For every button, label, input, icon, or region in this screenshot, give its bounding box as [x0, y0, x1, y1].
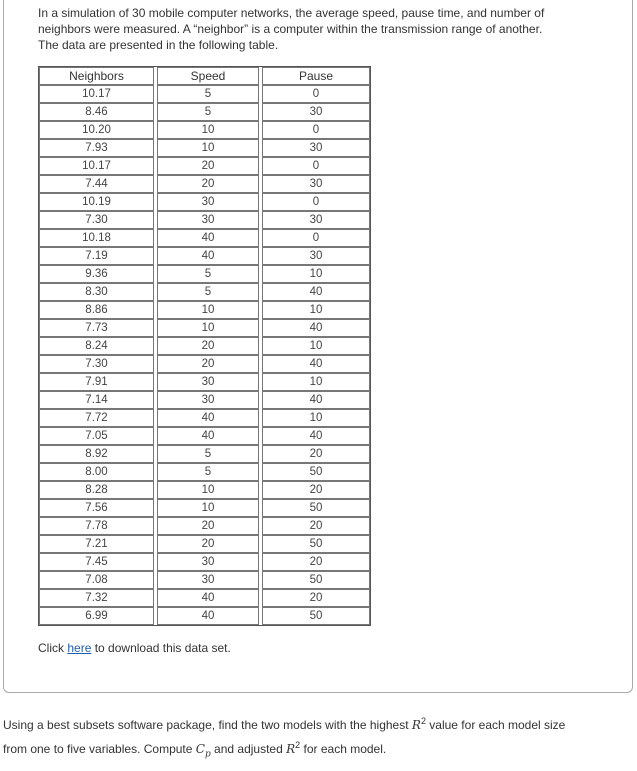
- cell-speed: 40: [157, 247, 259, 265]
- header-pause: Pause: [262, 67, 370, 85]
- download-suffix: to download this data set.: [91, 641, 231, 655]
- download-prefix: Click: [38, 641, 68, 655]
- table-row: [39, 535, 370, 553]
- cell-pause: 10: [262, 409, 370, 427]
- cell-neighbors: 7.93: [39, 139, 154, 157]
- table-row: [39, 301, 370, 319]
- cell-pause: 50: [262, 463, 370, 481]
- cell-speed: 10: [157, 499, 259, 517]
- cell-pause: 0: [262, 157, 370, 175]
- table-row: [39, 121, 370, 139]
- cell-speed: 20: [157, 517, 259, 535]
- table-row: [39, 409, 370, 427]
- cell-pause: 30: [262, 247, 370, 265]
- cell-pause: 50: [262, 571, 370, 589]
- cell-neighbors: 7.21: [39, 535, 154, 553]
- cell-neighbors: 8.28: [39, 481, 154, 499]
- cell-speed: 5: [157, 463, 259, 481]
- table-row: [39, 229, 370, 247]
- table-row: [39, 553, 370, 571]
- table-row: [39, 463, 370, 481]
- cell-pause: 30: [262, 139, 370, 157]
- cell-neighbors: 8.46: [39, 103, 154, 121]
- table-row: [39, 481, 370, 499]
- cell-pause: 40: [262, 427, 370, 445]
- table-row: [39, 373, 370, 391]
- p-subscript: p: [204, 749, 211, 760]
- cell-pause: 20: [262, 589, 370, 607]
- table-row: [39, 265, 370, 283]
- cell-neighbors: 7.44: [39, 175, 154, 193]
- cell-pause: 50: [262, 535, 370, 553]
- table-row: [39, 589, 370, 607]
- cell-speed: 30: [157, 553, 259, 571]
- header-neighbors: Neighbors: [39, 67, 154, 85]
- cell-pause: 20: [262, 517, 370, 535]
- table-body: [39, 85, 370, 625]
- cell-neighbors: 7.72: [39, 409, 154, 427]
- table-row: [39, 157, 370, 175]
- cell-speed: 20: [157, 535, 259, 553]
- question-part-2: value for each model size: [425, 718, 566, 732]
- cell-speed: 10: [157, 139, 259, 157]
- cell-neighbors: 7.32: [39, 589, 154, 607]
- cell-pause: 20: [262, 481, 370, 499]
- download-link[interactable]: here: [67, 641, 92, 655]
- table-row: [39, 103, 370, 121]
- question-part-5: for each model.: [300, 742, 387, 756]
- cell-neighbors: 8.30: [39, 283, 154, 301]
- cell-pause: 30: [262, 103, 370, 121]
- cell-speed: 10: [157, 481, 259, 499]
- table-row: [39, 355, 370, 373]
- intro-line-1: In a simulation of 30 mobile computer networks, the average speed, pause time, and number of: [38, 6, 545, 20]
- table-row: [39, 427, 370, 445]
- question-text: [3, 713, 628, 761]
- r-squared-exponent: 2: [420, 716, 426, 726]
- intro-text: [38, 5, 618, 53]
- cell-speed: 30: [157, 193, 259, 211]
- cell-neighbors: 8.86: [39, 301, 154, 319]
- table-row: [39, 337, 370, 355]
- cell-neighbors: 7.08: [39, 571, 154, 589]
- cell-neighbors: 7.78: [39, 517, 154, 535]
- cell-pause: 10: [262, 337, 370, 355]
- cell-neighbors: 10.19: [39, 193, 154, 211]
- table-header-row: [39, 67, 370, 85]
- cell-speed: 5: [157, 85, 259, 103]
- table-row: [39, 85, 370, 103]
- cell-neighbors: 8.24: [39, 337, 154, 355]
- table-row: [39, 571, 370, 589]
- cell-pause: 20: [262, 445, 370, 463]
- table-row: [39, 193, 370, 211]
- cell-speed: 40: [157, 427, 259, 445]
- cell-pause: 0: [262, 229, 370, 247]
- cell-pause: 30: [262, 175, 370, 193]
- header-speed: Speed: [157, 67, 259, 85]
- cell-neighbors: 7.45: [39, 553, 154, 571]
- table-row: [39, 499, 370, 517]
- table-row: [39, 517, 370, 535]
- table-row: [39, 247, 370, 265]
- download-line: [38, 641, 231, 655]
- cell-neighbors: 7.05: [39, 427, 154, 445]
- cell-neighbors: 7.30: [39, 211, 154, 229]
- cell-pause: 40: [262, 391, 370, 409]
- table-row: [39, 283, 370, 301]
- table-row: [39, 175, 370, 193]
- cell-pause: 40: [262, 355, 370, 373]
- cell-speed: 5: [157, 445, 259, 463]
- table-row: [39, 391, 370, 409]
- cell-pause: 10: [262, 265, 370, 283]
- cell-speed: 40: [157, 607, 259, 625]
- cell-neighbors: 9.36: [39, 265, 154, 283]
- cell-pause: 50: [262, 607, 370, 625]
- question-part-4: and adjusted: [210, 742, 287, 756]
- cell-pause: 0: [262, 85, 370, 103]
- cell-speed: 30: [157, 373, 259, 391]
- cell-pause: 10: [262, 301, 370, 319]
- table-row: [39, 319, 370, 337]
- cell-speed: 5: [157, 103, 259, 121]
- intro-line-2: neighbors were measured. A “neighbor” is a computer within the transmission range of another.: [38, 22, 543, 36]
- cell-pause: 50: [262, 499, 370, 517]
- c-symbol: C: [195, 742, 205, 756]
- cell-speed: 20: [157, 157, 259, 175]
- cell-speed: 5: [157, 283, 259, 301]
- cell-neighbors: 7.30: [39, 355, 154, 373]
- cell-neighbors: 7.73: [39, 319, 154, 337]
- cell-neighbors: 7.19: [39, 247, 154, 265]
- cell-neighbors: 7.14: [39, 391, 154, 409]
- cell-neighbors: 6.99: [39, 607, 154, 625]
- cell-speed: 20: [157, 337, 259, 355]
- cell-speed: 5: [157, 265, 259, 283]
- cell-speed: 40: [157, 409, 259, 427]
- cell-neighbors: 10.17: [39, 157, 154, 175]
- cell-neighbors: 8.00: [39, 463, 154, 481]
- cell-speed: 20: [157, 355, 259, 373]
- table-row: [39, 139, 370, 157]
- question-part-3: from one to five variables. Compute: [3, 742, 196, 756]
- cell-neighbors: 10.20: [39, 121, 154, 139]
- table-row: [39, 211, 370, 229]
- cell-speed: 40: [157, 589, 259, 607]
- cell-neighbors: 10.18: [39, 229, 154, 247]
- cell-pause: 40: [262, 319, 370, 337]
- cell-pause: 30: [262, 211, 370, 229]
- data-table: [38, 66, 371, 626]
- intro-line-3: The data are presented in the following table.: [38, 38, 279, 52]
- cell-pause: 0: [262, 121, 370, 139]
- cell-speed: 30: [157, 391, 259, 409]
- table-row: [39, 607, 370, 625]
- cell-speed: 10: [157, 301, 259, 319]
- cell-pause: 10: [262, 373, 370, 391]
- cell-neighbors: 7.56: [39, 499, 154, 517]
- table-row: [39, 445, 370, 463]
- cell-speed: 30: [157, 211, 259, 229]
- cell-speed: 10: [157, 121, 259, 139]
- cell-neighbors: 7.91: [39, 373, 154, 391]
- cell-speed: 20: [157, 175, 259, 193]
- cell-speed: 30: [157, 571, 259, 589]
- question-part-1: Using a best subsets software package, find the two models with the highest: [3, 718, 412, 732]
- cell-pause: 40: [262, 283, 370, 301]
- cell-speed: 40: [157, 229, 259, 247]
- cell-neighbors: 8.92: [39, 445, 154, 463]
- cell-speed: 10: [157, 319, 259, 337]
- r-squared-exponent-adjusted: 2: [295, 740, 301, 750]
- cell-pause: 20: [262, 553, 370, 571]
- cell-neighbors: 10.17: [39, 85, 154, 103]
- cell-pause: 0: [262, 193, 370, 211]
- r-symbol: R: [411, 718, 421, 732]
- r-symbol-adjusted: R: [286, 742, 296, 756]
